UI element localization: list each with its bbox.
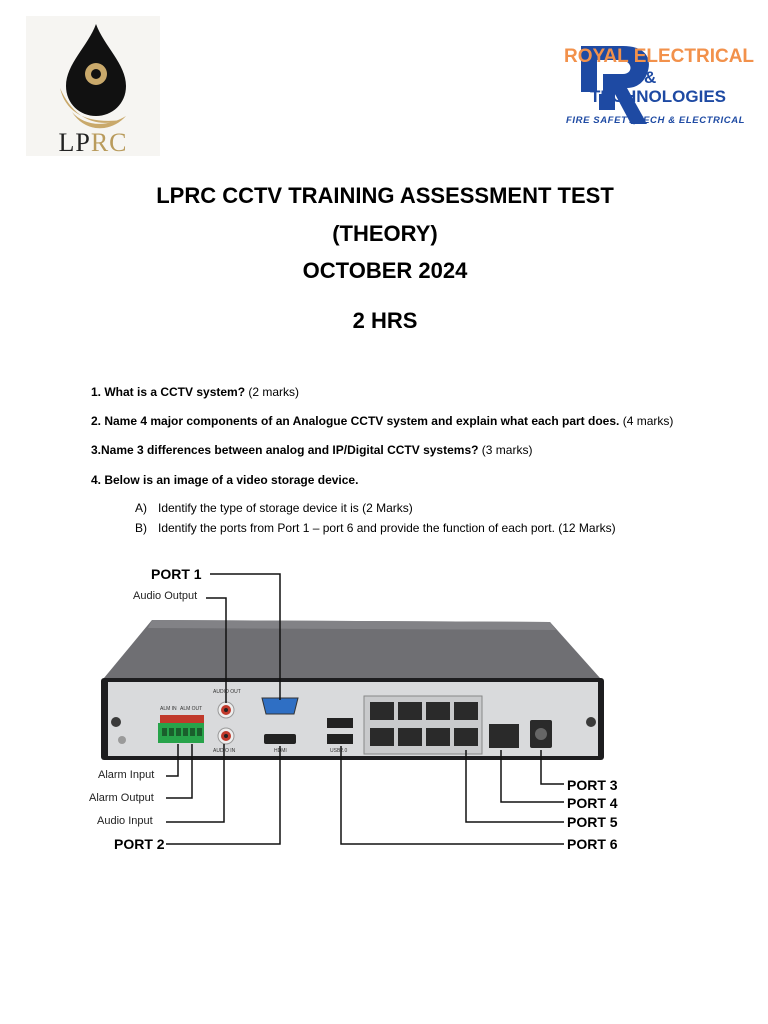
alarm-input-label: Alarm Input [98, 769, 155, 781]
exam-duration: 2 HRS [352, 308, 418, 333]
page-subtitle: (THEORY) [332, 221, 438, 246]
lprc-logo [26, 16, 160, 156]
audio-out-label: AUDIO OUT [213, 689, 241, 695]
question-4: 4. Below is an image of a video storage device. [91, 473, 359, 487]
subquestion-a: A) Identify the type of storage device it is (2 Marks) [135, 501, 413, 515]
usb-port-top [327, 718, 353, 728]
royal-logo-ampersand: & [644, 68, 657, 87]
page-title: LPRC CCTV TRAINING ASSESSMENT TEST [156, 183, 614, 208]
lprc-wordmark: LPRC [58, 128, 128, 157]
question-3: 3.Name 3 differences between analog and IP/Digital CCTV systems? (3 marks) [91, 443, 533, 457]
question-2: 2. Name 4 major components of an Analogue CCTV system and explain what each part does. (4 marks) [91, 414, 674, 428]
royal-logo-line1: ROYAL ELECTRICAL [564, 46, 755, 67]
audio-input-label: Audio Input [97, 815, 153, 827]
subquestion-b: B) Identify the ports from Port 1 – port 6 and provide the function of each port. (12 Marks) [135, 521, 616, 535]
exam-date: OCTOBER 2024 [302, 258, 468, 283]
alarm-output-label: Alarm Output [89, 792, 154, 804]
question-1: 1. What is a CCTV system? (2 marks) [91, 385, 300, 399]
port-4-label: PORT 4 [567, 795, 618, 811]
port-2-label: PORT 2 [114, 836, 165, 852]
alm-out-label: ALM OUT [180, 706, 203, 712]
port-3-label: PORT 3 [567, 777, 618, 793]
usb-label: USB2.0 [330, 748, 348, 754]
vga-port [262, 698, 298, 714]
hdmi-port [264, 734, 296, 744]
usb-port-bottom [327, 734, 353, 744]
alm-in-label: ALM IN [160, 706, 177, 712]
audio-in-label: AUDIO IN [213, 748, 236, 754]
audio-output-label: Audio Output [133, 590, 198, 602]
port-1-label: PORT 1 [151, 566, 202, 582]
port-5-label: PORT 5 [567, 814, 618, 830]
royal-logo-line3: TECHNOLOGIES [590, 87, 727, 106]
lan-port [489, 724, 519, 748]
hdmi-label: HDMI [274, 748, 287, 754]
port-6-label: PORT 6 [567, 836, 618, 852]
royal-logo-tagline: FIRE SAFETY,TECH & ELECTRICAL [566, 115, 746, 126]
